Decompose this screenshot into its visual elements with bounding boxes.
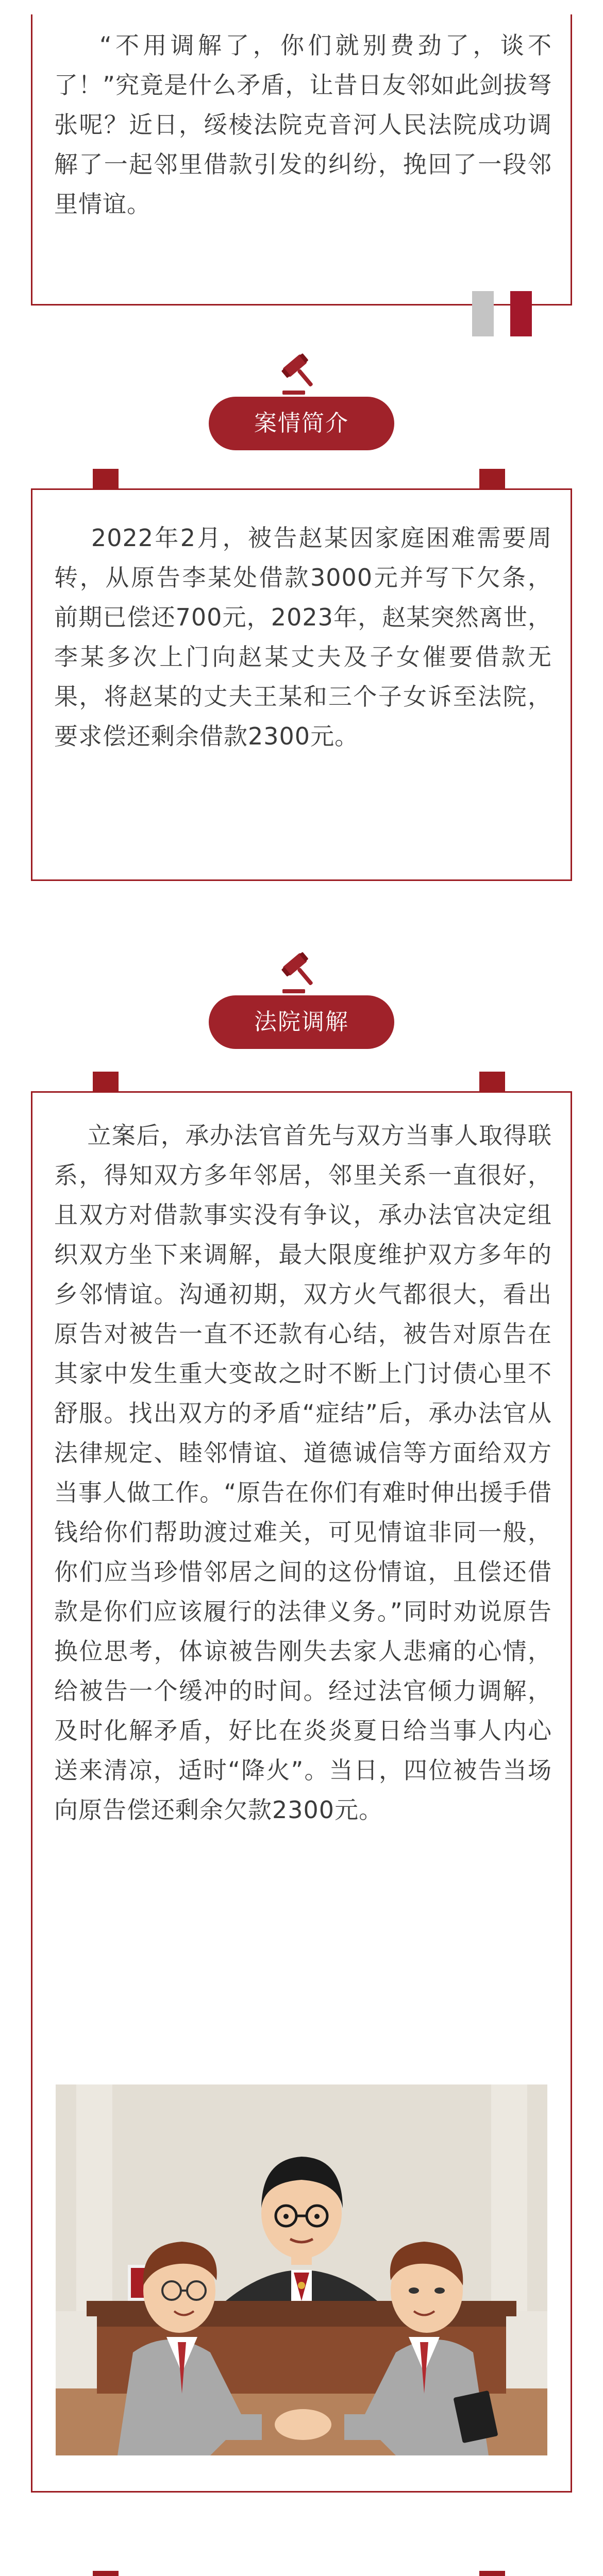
mediation-illustration [56, 2084, 547, 2455]
decor-grey-block [472, 291, 494, 336]
case-summary-box [31, 488, 572, 881]
mediation-text: 立案后，承办法官首先与双方当事人取得联系，得知双方多年邻居，邻里关系一直很好，且双方对借款事实没有争议，承办法官决定组织双方坐下来调解，最大限度维护双方多年的乡邻情谊。沟通初期，双方火气都很大，看出原告对被告一直不还款有心结，被告对原告在其家中发生重大变故之时不断上门讨债心里不舒服。找出双方的矛盾“症结”后，承办法官从法律规定、睦邻情谊、道德诚信等方面给双方当事人做工作。“原告在你们有难时伸出援手借钱给你们帮助渡过难关，可见情谊非同一般，你们应当珍惜邻居之间的这份情谊，且偿还借款是你们应该履行的法律义务。”同时劝说原告换位思考，体谅被告刚失去家人悲痛的心情，给被告一个缓冲的时间。经过法官倾力调解，及时化解矛盾，好比在炎炎夏日给当事人内心送来清凉，适时“降火”。当日，四位被告当场向原告偿还剩余欠款2300元。 [54, 1122, 552, 1824]
section-title-mediation: 法院调解 [209, 995, 394, 1049]
box-tab-right [479, 1072, 505, 1091]
section-title-case-summary: 案情简介 [209, 397, 394, 450]
intro-box [31, 14, 572, 306]
mediation-box [31, 1091, 572, 2493]
box-tab-left [93, 1072, 119, 1091]
gavel-icon [278, 949, 325, 995]
decor-red-block [510, 291, 532, 336]
box-tab-right [479, 2571, 505, 2576]
box-tab-left [93, 469, 119, 488]
gavel-icon [278, 350, 325, 397]
box-tab-left [93, 2571, 119, 2576]
case-summary-text: 2022年2月，被告赵某因家庭困难需要周转，从原告李某处借款3000元并写下欠条，前期已偿还700元，2023年，赵某突然离世，李某多次上门向赵某丈夫及子女催要借款无果，将赵某的丈夫王某和三个子女诉至法院，要求偿还剩余借款2300元。 [54, 524, 552, 750]
box-tab-right [479, 469, 505, 488]
handshake [275, 2409, 331, 2440]
intro-text: “不用调解了，你们就别费劲了，谈不了！”究竟是什么矛盾，让昔日友邻如此剑拔弩张呢？近日，绥棱法院克音河人民法院成功调解了一起邻里借款引发的纠纷，挽回了一段邻里情谊。 [54, 31, 552, 218]
